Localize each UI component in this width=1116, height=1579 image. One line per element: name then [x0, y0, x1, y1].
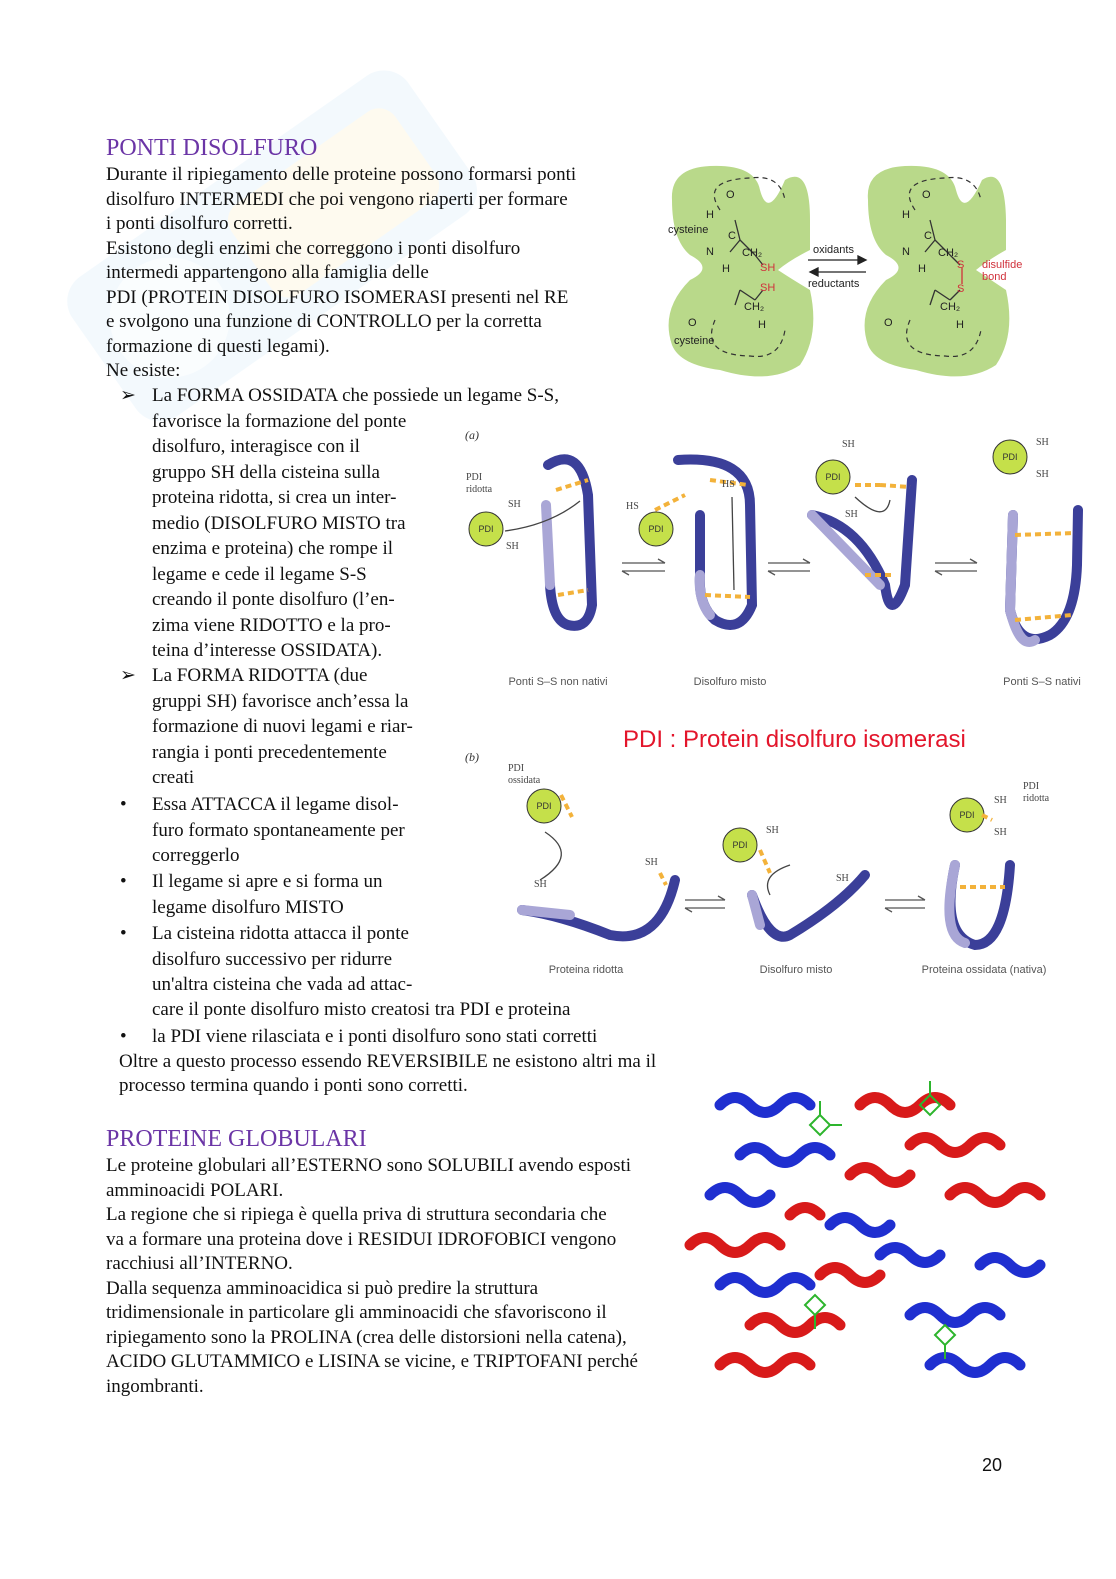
ch2-label: CH₂: [938, 247, 959, 259]
pdi-label: PDI: [648, 524, 664, 534]
sh-label: SH: [508, 499, 521, 510]
text-line: Essa ATTACCA il legame disol-: [152, 794, 399, 815]
text-line: PDI (PROTEIN DISOLFURO ISOMERASI presenti nel RE: [106, 286, 569, 308]
cysteine-label: cysteine: [674, 335, 715, 347]
sulfur-label: S: [957, 283, 965, 295]
bullet-icon: •: [120, 794, 127, 815]
section-title-ponti-disolfuro: PONTI DISOLFURO: [106, 135, 318, 161]
text-line: racchiusi all’INTERNO.: [106, 1253, 293, 1274]
text-line: La regione che si ripiega è quella priva di struttura secondaria che: [106, 1204, 607, 1225]
text-line: disolfuro successivo per ridurre: [152, 948, 393, 970]
text-line: Ne esiste:: [106, 360, 181, 381]
pdi-label: PDI: [478, 524, 494, 534]
atom-label: C: [728, 230, 736, 242]
text-line: favorisce la formazione del ponte: [152, 410, 407, 432]
section-title-proteine-globulari: PROTEINE GLOBULARI: [106, 1126, 367, 1152]
text-line: amminoacidi POLARI.: [106, 1179, 284, 1201]
pdi-label: PDI: [732, 840, 748, 850]
figure-caption: Proteina ridotta: [548, 964, 624, 976]
bond-label: bond: [982, 271, 1007, 283]
bullet-icon: •: [120, 871, 127, 892]
figure-caption: Disolfuro misto: [759, 964, 833, 976]
pdi-label: PDI: [536, 801, 552, 811]
text-line: va a formare una proteina dove i RESIDUI IDROFOBICI vengono: [106, 1228, 617, 1250]
text-line: Esistono degli enzimi che correggono i ponti disolfuro: [106, 237, 521, 259]
ch2-label: CH₂: [744, 301, 765, 313]
figure-caption: Proteina ossidata (nativa): [921, 964, 1047, 976]
text-line: enzima e proteina) che rompe il: [152, 538, 394, 559]
pdi-label: PDI: [959, 810, 975, 820]
text-line: La FORMA OSSIDATA che possiede un legame S-S,: [152, 385, 559, 406]
sh-label: SH: [842, 439, 855, 450]
text-line: zima viene RIDOTTO e la pro-: [152, 614, 391, 636]
text-line: gruppi SH) favorisce anch’essa la: [152, 690, 409, 712]
figure-caption: Disolfuro misto: [693, 676, 767, 688]
sh-label: SH: [766, 825, 779, 836]
equilibrium-arrows-icon: [808, 256, 866, 276]
atom-label: H: [902, 209, 910, 221]
pdi-label: PDI: [1002, 452, 1018, 462]
text-line: gruppo SH della cisteina sulla: [152, 461, 380, 483]
atom-label: O: [922, 189, 931, 201]
atom-label: O: [726, 189, 735, 201]
atom-label: N: [902, 246, 910, 258]
text-line: Oltre a questo processo essendo REVERSIBILE ne esistono altri ma il: [119, 1051, 657, 1072]
pdi-ossidata-label: PDI: [508, 763, 525, 774]
text-line: intermedi appartengono alla famiglia delle: [106, 262, 429, 283]
text-line: legame e cede il legame S-S: [152, 563, 367, 585]
hs-label: HS: [626, 501, 639, 512]
atom-label: H: [956, 319, 964, 331]
text-line: medio (DISOLFURO MISTO tra: [152, 512, 406, 534]
ch2-label: CH₂: [742, 247, 763, 259]
pdi-figure-title: PDI : Protein disolfuro isomerasi: [623, 726, 966, 753]
text-line: disolfuro, interagisce con il: [152, 436, 360, 457]
text-line: disolfuro INTERMEDI che poi vengono riaperti per formare: [106, 188, 568, 210]
panel-label: (a): [465, 428, 479, 442]
pdi-mechanism-figure: [460, 425, 1090, 985]
pdi-label: PDI: [825, 472, 841, 482]
atom-label: O: [688, 317, 697, 329]
sh-label: SH: [994, 827, 1007, 838]
bullet-icon: •: [120, 1026, 127, 1047]
figure-caption: Ponti S–S non nativi: [508, 676, 608, 688]
bullet-icon: •: [120, 923, 127, 944]
text-line: Dalla sequenza amminoacidica si può predire la struttura: [106, 1277, 539, 1299]
atom-label: H: [706, 209, 714, 221]
text-line: La FORMA RIDOTTA (due: [152, 665, 368, 686]
globular-protein-structure-image: [680, 1065, 1070, 1405]
text-line: Le proteine globulari all’ESTERNO sono SOLUBILI avendo esposti: [106, 1155, 632, 1176]
cysteine-label: cysteine: [668, 224, 709, 236]
sulfur-label: S: [957, 259, 965, 271]
text-line: Il legame si apre e si forma un: [152, 871, 383, 892]
oxidants-label: oxidants: [813, 244, 854, 256]
text-line: care il ponte disolfuro misto creatosi tra PDI e proteina: [152, 999, 571, 1020]
atom-label: N: [706, 246, 714, 258]
sh-label: SH: [994, 795, 1007, 806]
sh-label: SH: [645, 857, 658, 868]
text-line: un'altra cisteina che vada ad attac-: [152, 974, 413, 995]
intro-paragraph: [106, 163, 576, 384]
text-line: legame disolfuro MISTO: [152, 896, 344, 918]
text-line: i ponti disolfuro corretti.: [106, 213, 293, 234]
pdi-ridotta-label: PDI: [466, 472, 483, 483]
reductants-label: reductants: [808, 278, 860, 290]
panel-label: (b): [465, 750, 479, 764]
text-line: ripiegamento sono la PROLINA (crea delle distorsioni nella catena),: [106, 1326, 627, 1348]
pdi-ridotta-label: ridotta: [1023, 793, 1050, 804]
sh-label: SH: [1036, 437, 1049, 448]
text-line: creati: [152, 767, 195, 788]
atom-label: H: [918, 263, 926, 275]
text-line: La cisteina ridotta attacca il ponte: [152, 923, 409, 944]
text-line: creando il ponte disolfuro (l’en-: [152, 589, 395, 610]
disulfide-bond-figure: [660, 160, 1080, 385]
text-line: la PDI viene rilasciata e i ponti disolfuro sono stati corretti: [152, 1026, 598, 1047]
sh-label: SH: [760, 282, 776, 294]
text-line: correggerlo: [152, 845, 240, 866]
globular-paragraph: [106, 1154, 638, 1399]
page-number: 20: [982, 1455, 1003, 1475]
text-line: formazione di questi legami).: [106, 335, 330, 357]
text-line: e svolgono una funzione di CONTROLLO per la corretta: [106, 311, 542, 332]
pdi-ridotta-label: ridotta: [466, 484, 493, 495]
arrow-bullet-icon: ➢: [120, 665, 136, 686]
atom-label: C: [924, 230, 932, 242]
text-line: formazione di nuovi legami e riar-: [152, 716, 413, 737]
text-line: teina d’interesse OSSIDATA).: [152, 640, 383, 661]
pdi-ridotta-label: PDI: [1023, 781, 1040, 792]
sh-label: SH: [1036, 469, 1049, 480]
text-line: furo formato spontaneamente per: [152, 819, 405, 841]
ch2-label: CH₂: [940, 301, 961, 313]
atom-label: O: [884, 317, 893, 329]
sh-label: SH: [836, 873, 849, 884]
hs-label: HS: [722, 479, 735, 490]
disulfide-label: disulfide: [982, 259, 1023, 271]
sh-label: SH: [534, 879, 547, 890]
sh-label: SH: [845, 509, 858, 520]
text-line: ACIDO GLUTAMMICO e LISINA se vicine, e TRIPTOFANI perché: [106, 1351, 638, 1372]
text-line: tridimensionale in particolare gli amminoacidi che sfavoriscono il: [106, 1302, 607, 1323]
figure-caption: Ponti S–S nativi: [1003, 676, 1081, 688]
pdi-ossidata-label: ossidata: [508, 775, 541, 786]
text-line: rangia i ponti precedentemente: [152, 741, 387, 763]
text-line: ingombranti.: [106, 1375, 204, 1397]
sh-label: SH: [760, 262, 776, 274]
text-line: Durante il ripiegamento delle proteine possono formarsi ponti: [106, 164, 577, 185]
sh-label: SH: [506, 541, 519, 552]
arrow-bullet-icon: ➢: [120, 385, 136, 406]
atom-label: H: [758, 319, 766, 331]
text-line: processo termina quando i ponti sono corretti.: [119, 1075, 468, 1096]
text-line: proteina ridotta, si crea un inter-: [152, 487, 397, 508]
atom-label: H: [722, 263, 730, 275]
